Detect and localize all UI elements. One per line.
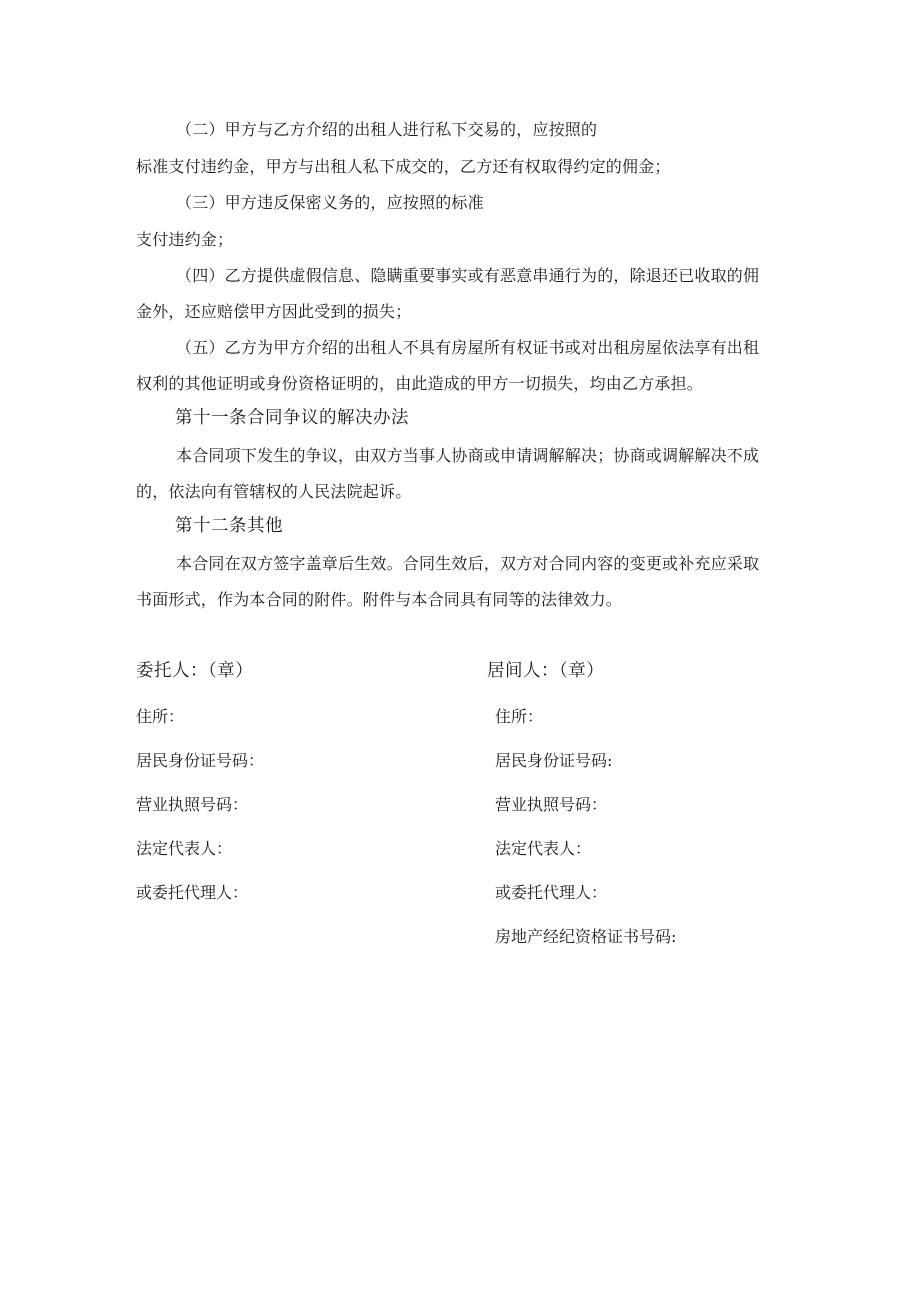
clause10-item3-line2: 支付违约金； <box>136 230 234 249</box>
clause10-item2-line1: （二）甲方与乙方介绍的出租人进行私下交易的，应按照的 <box>176 120 598 139</box>
signature-left-legal-rep: 法定代表人： <box>136 839 233 858</box>
clause11-line2: 的，依法向有管辖权的人民法院起诉。 <box>136 482 412 501</box>
signature-right-address: 住所： <box>495 707 544 726</box>
signature-right-broker-cert: 房地产经纪资格证书号码: <box>495 927 677 946</box>
clause10-item2-line2: 标准支付违约金，甲方与出租人私下成交的，乙方还有权取得约定的佣金； <box>136 157 671 176</box>
clause12-line2: 书面形式，作为本合同的附件。附件与本合同具有同等的法律效力。 <box>136 590 623 609</box>
clause10-item4-line2: 金外，还应赔偿甲方因此受到的损失； <box>136 302 412 321</box>
signature-right-title: 居间人：（章） <box>487 661 605 681</box>
signature-left-title: 委托人：（章） <box>136 661 254 681</box>
signature-right-license-number: 营业执照号码： <box>495 795 608 814</box>
clause11-line1: 本合同项下发生的争议，由双方当事人协商或申请调解解决；协商或调解解决不成 <box>176 446 760 465</box>
signature-left-id-number: 居民身份证号码： <box>136 751 265 770</box>
signature-left-address: 住所： <box>136 707 185 726</box>
clause10-item5-line1: （五）乙方为甲方介绍的出租人不具有房屋所有权证书或对出租房屋依法享有出租 <box>176 338 760 357</box>
signature-left-agent: 或委托代理人： <box>136 883 249 902</box>
signature-right-id-number: 居民身份证号码: <box>495 751 613 770</box>
clause10-item3-line1: （三）甲方违反保密义务的，应按照的标准 <box>176 193 484 212</box>
clause10-item4-line1: （四）乙方提供虚假信息、隐瞒重要事实或有恶意串通行为的，除退还已收取的佣 <box>176 266 760 285</box>
clause11-heading: 第十一条合同争议的解决办法 <box>175 408 409 428</box>
signature-right-agent: 或委托代理人： <box>495 883 608 902</box>
signature-left-license-number: 营业执照号码： <box>136 795 249 814</box>
clause10-item5-line2: 权利的其他证明或身份资格证明的，由此造成的甲方一切损失，均由乙方承担。 <box>136 374 704 393</box>
clause12-line1: 本合同在双方签字盖章后生效。合同生效后，双方对合同内容的变更或补充应采取 <box>176 554 760 573</box>
signature-right-legal-rep: 法定代表人： <box>495 839 592 858</box>
clause12-heading: 第十二条其他 <box>175 516 283 536</box>
